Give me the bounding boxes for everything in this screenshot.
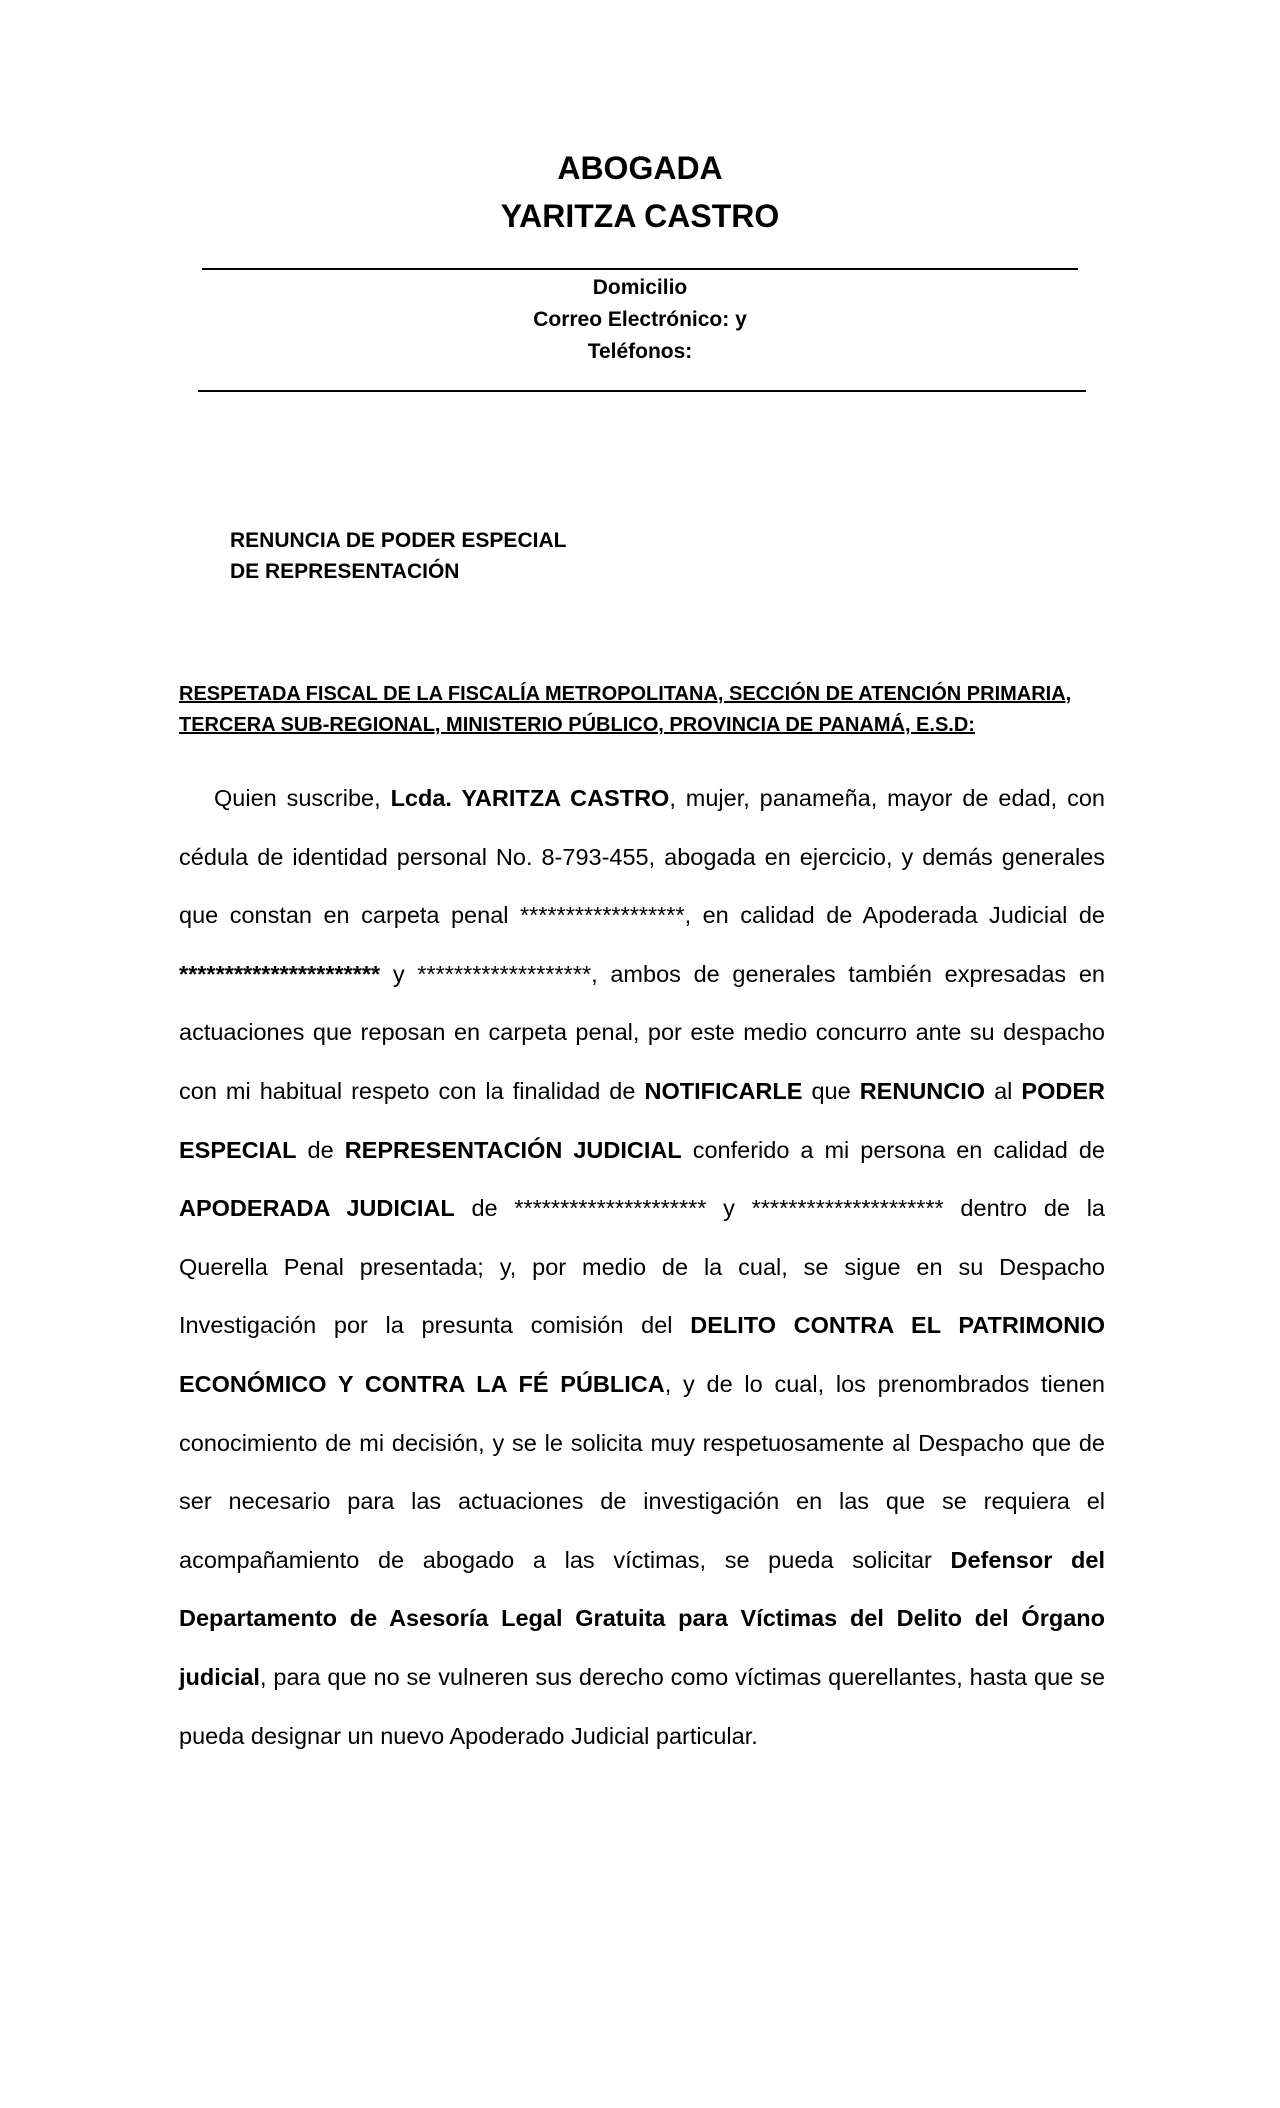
body-bold: ********************** [179, 960, 381, 987]
body-text: Quien suscribe, [214, 785, 391, 811]
letter-body [179, 769, 1105, 1765]
body-text: de [296, 1136, 345, 1163]
letterhead-top-rule [202, 268, 1078, 270]
body-bold: RENUNCIO [859, 1077, 986, 1104]
letterhead-bottom-rule [198, 390, 1086, 392]
body-text: , y de lo cual, los prenombrados tienen conocimiento de mi decisión, y se le solicita muy respetuosamente al Despacho que de ser necesario para las actuaciones de investigación en las que se requiera el acompañamiento de abogado a las víctimas, se pueda solicitar [179, 1370, 1106, 1573]
body-text: que [802, 1077, 860, 1104]
body-paragraph [179, 769, 1105, 1765]
contact-address: Domicilio [592, 276, 688, 299]
body-bold: APODERADA JUDICIAL [179, 1195, 455, 1222]
body-text: y *******************, ambos de generales también expresadas en actuaciones que reposan en carpeta penal, por este medio concurro ante su despacho con mi habitual respeto con la finalidad de [179, 960, 1105, 1104]
letterhead-title: ABOGADA [557, 150, 723, 186]
body-bold: NOTIFICARLE [644, 1077, 803, 1104]
body-bold: REPRESENTACIÓN JUDICIAL [344, 1136, 682, 1163]
body-bold: PODER ESPECIAL [179, 1077, 1105, 1163]
addressee-line-2: TERCERA SUB-REGIONAL, MINISTERIO PÚBLICO, PROVINCIA DE PANAMÁ, E.S.D: [179, 714, 975, 736]
subject-line-2: DE REPRESENTACIÓN [230, 560, 460, 583]
body-text: conferido a mi persona en calidad de [681, 1136, 1105, 1163]
body-text: de ********************* y ********************* dentro de la Querella Penal presentada; y, por medio de la cual, se sigue en su Despacho Investigación por la presunta comisión del [179, 1195, 1105, 1339]
body-bold: Lcda. YARITZA CASTRO [390, 785, 670, 811]
subject-line-1: RENUNCIA DE PODER ESPECIAL [230, 529, 567, 552]
body-text: al [985, 1077, 1022, 1104]
body-bold: Defensor del Departamento de Asesoría Legal Gratuita para Víctimas del Delito del Órgano judicial [179, 1546, 1105, 1690]
contact-email: Correo Electrónico: y [533, 308, 747, 331]
letterhead-name: YARITZA CASTRO [500, 198, 780, 234]
contact-phones: Teléfonos: [587, 340, 693, 363]
body-text: , mujer, panameña, mayor de edad, con cédula de identidad personal No. 8-793-455, abogada en ejercicio, y demás generales que constan en carpeta penal ******************, en calidad de Apoderada Judicial de [179, 785, 1105, 929]
addressee-line-1: RESPETADA FISCAL DE LA FISCALÍA METROPOLITANA, SECCIÓN DE ATENCIÓN PRIMARIA, [179, 683, 1072, 705]
body-text: , para que no se vulneren sus derecho como víctimas querellantes, hasta que se pueda designar un nuevo Apoderado Judicial particular. [179, 1663, 1105, 1749]
body-bold: DELITO CONTRA EL PATRIMONIO ECONÓMICO Y CONTRA LA FÉ PÚBLICA [179, 1312, 1105, 1397]
